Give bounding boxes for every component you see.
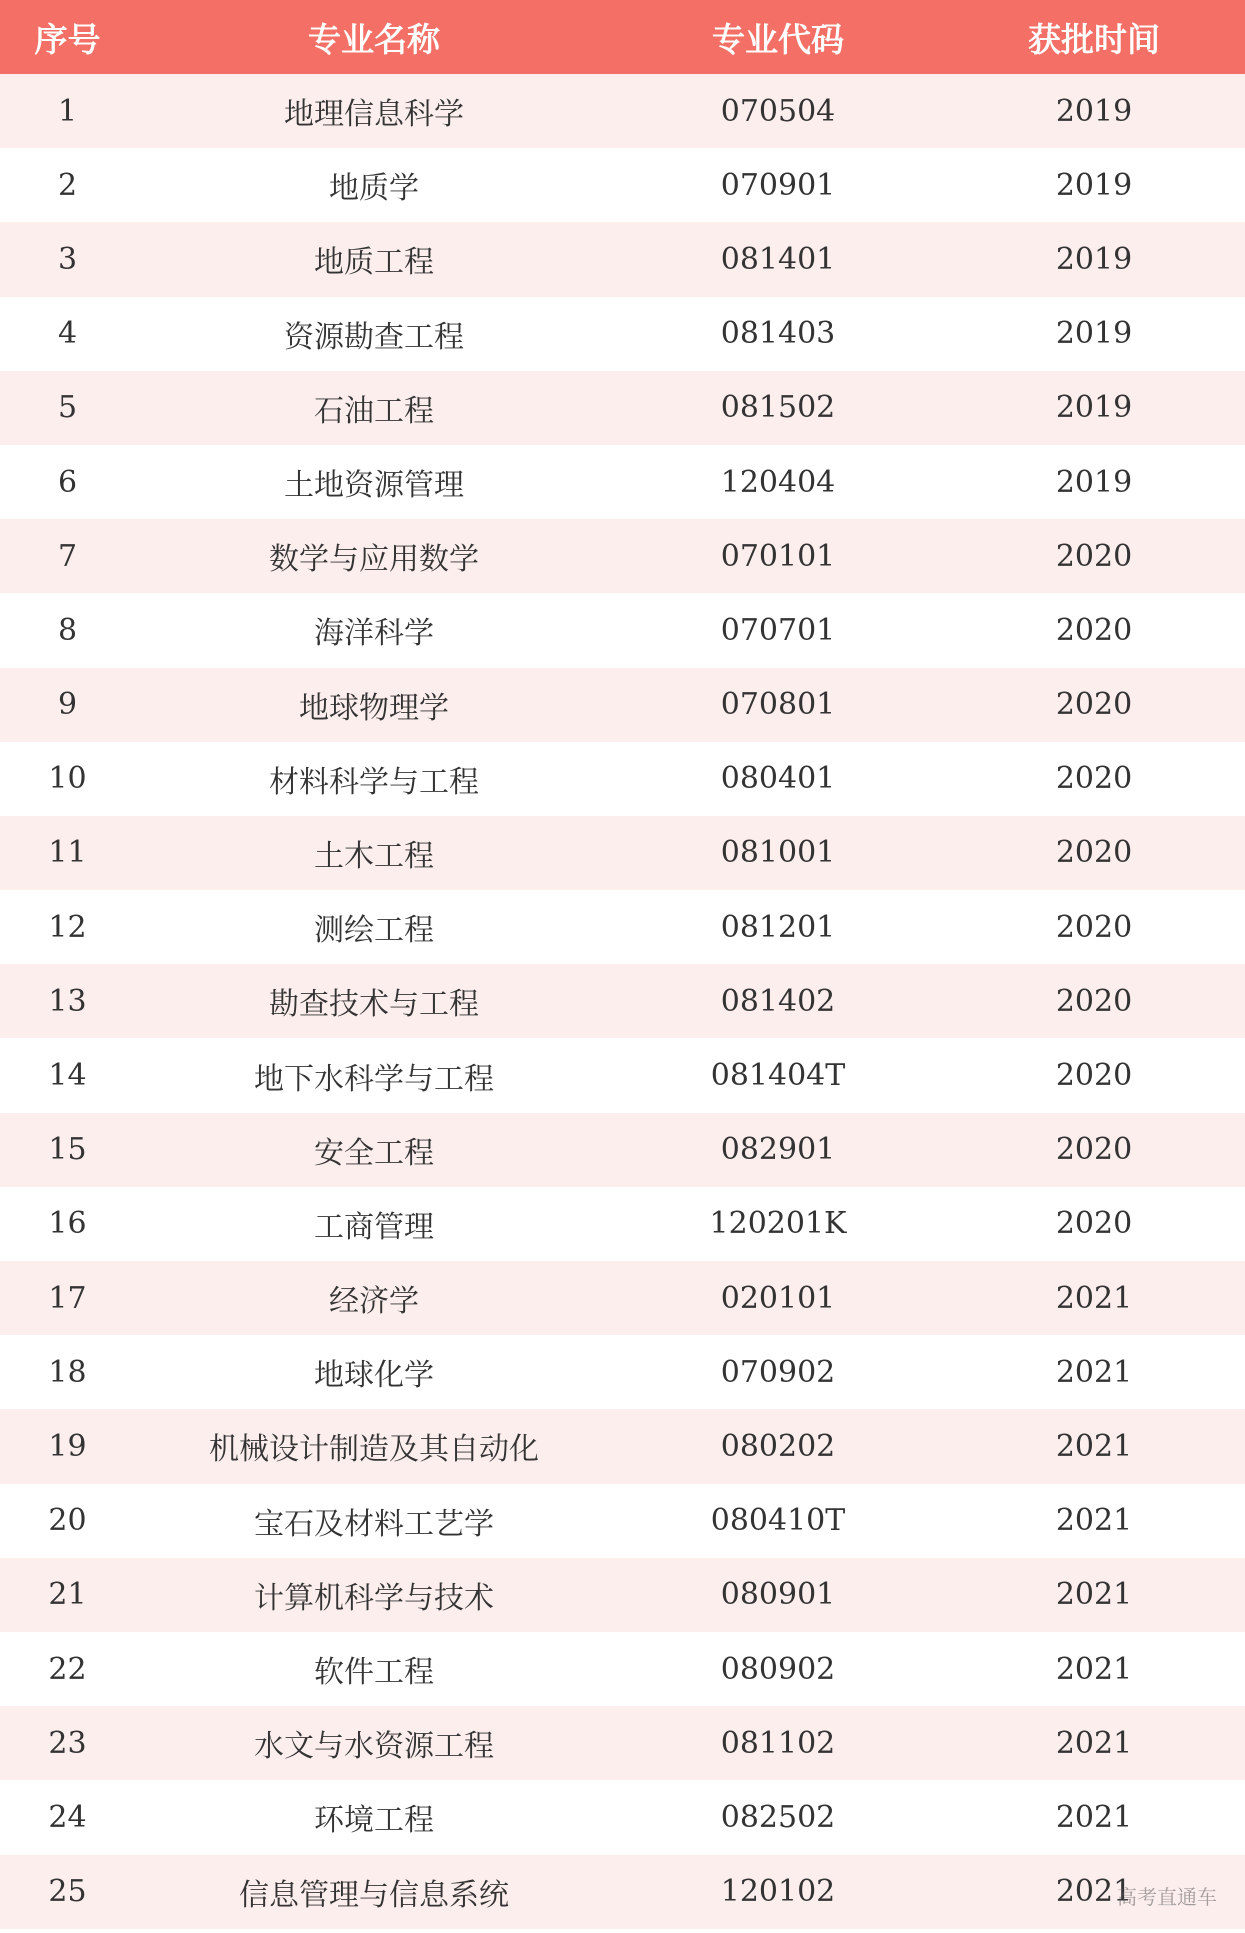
cell-year: 2019 — [1055, 464, 1133, 500]
cell-code: 070901 — [720, 167, 836, 203]
cell-name: 计算机科学与技术 — [254, 1580, 494, 1616]
cell-index: 8 — [57, 612, 78, 648]
cell-code: 070701 — [720, 612, 836, 648]
cell-code: 081001 — [720, 835, 836, 871]
table-row — [0, 668, 1245, 742]
watermark: 高考直通车 — [1117, 1885, 1217, 1909]
header-index: 序号 — [34, 19, 101, 59]
cell-year: 2020 — [1055, 1132, 1133, 1168]
cell-index: 3 — [57, 241, 78, 277]
cell-index: 14 — [48, 1058, 87, 1094]
cell-name: 勘查技术与工程 — [269, 987, 479, 1023]
cell-code: 082502 — [720, 1799, 836, 1835]
table-row — [0, 74, 1245, 148]
cell-index: 9 — [57, 687, 78, 723]
cell-code: 080202 — [720, 1428, 836, 1464]
cell-name: 地质学 — [329, 171, 419, 207]
cell-code: 081502 — [720, 390, 836, 426]
cell-code: 070902 — [720, 1354, 836, 1390]
cell-name: 地理信息科学 — [284, 97, 464, 133]
cell-name: 宝石及材料工艺学 — [254, 1506, 494, 1542]
cell-year: 2021 — [1055, 1577, 1133, 1613]
cell-name: 材料科学与工程 — [269, 764, 479, 800]
cell-code: 081401 — [720, 241, 836, 277]
table-row — [0, 1261, 1245, 1335]
table-row — [0, 1484, 1245, 1558]
table-row — [0, 1038, 1245, 1112]
cell-year: 2020 — [1055, 612, 1133, 648]
cell-name: 土地资源管理 — [284, 468, 464, 504]
cell-year: 2020 — [1055, 983, 1133, 1019]
header-year: 获批时间 — [1028, 19, 1160, 59]
cell-name: 资源勘查工程 — [284, 319, 464, 355]
cell-code: 070101 — [720, 538, 836, 574]
cell-year: 2020 — [1055, 761, 1133, 797]
cell-year: 2019 — [1055, 241, 1133, 277]
table-row — [0, 1780, 1245, 1854]
cell-name: 软件工程 — [314, 1655, 434, 1691]
cell-code: 080901 — [720, 1577, 836, 1613]
cell-year: 2019 — [1055, 390, 1133, 426]
cell-code: 080902 — [720, 1651, 836, 1687]
table-row — [0, 890, 1245, 964]
cell-name: 地下水科学与工程 — [254, 1061, 494, 1097]
table-row — [0, 222, 1245, 296]
cell-year: 2020 — [1055, 909, 1133, 945]
cell-name: 工商管理 — [314, 1209, 434, 1245]
table-row — [0, 1706, 1245, 1780]
cell-code: 120201K — [709, 1206, 847, 1242]
cell-index: 10 — [48, 761, 87, 797]
cell-code: 080410T — [710, 1503, 846, 1539]
table-row — [0, 1187, 1245, 1261]
cell-index: 24 — [48, 1799, 87, 1835]
cell-year: 2021 — [1055, 1280, 1133, 1316]
table-row — [0, 519, 1245, 593]
cell-year: 2021 — [1055, 1874, 1133, 1910]
cell-year: 2019 — [1055, 93, 1133, 129]
cell-index: 7 — [57, 538, 78, 574]
cell-index: 16 — [48, 1206, 87, 1242]
table-row — [0, 1558, 1245, 1632]
cell-year: 2019 — [1055, 316, 1133, 352]
table-row — [0, 371, 1245, 445]
cell-index: 4 — [57, 316, 78, 352]
table-row — [0, 1632, 1245, 1706]
table-row — [0, 593, 1245, 667]
table-row — [0, 148, 1245, 222]
cell-index: 15 — [48, 1132, 87, 1168]
cell-name: 海洋科学 — [314, 616, 434, 652]
cell-name: 地球化学 — [314, 1358, 434, 1394]
table-body — [0, 74, 1245, 1929]
cell-year: 2021 — [1055, 1651, 1133, 1687]
table-row — [0, 1113, 1245, 1187]
cell-code: 081102 — [720, 1725, 836, 1761]
cell-index: 5 — [57, 390, 78, 426]
cell-code: 070801 — [720, 687, 836, 723]
cell-name: 经济学 — [329, 1284, 419, 1320]
cell-code: 120404 — [720, 464, 836, 500]
cell-year: 2021 — [1055, 1725, 1133, 1761]
cell-index: 6 — [57, 464, 78, 500]
cell-code: 081201 — [720, 909, 836, 945]
cell-index: 19 — [48, 1428, 87, 1464]
cell-year: 2020 — [1055, 538, 1133, 574]
cell-code: 082901 — [720, 1132, 836, 1168]
cell-name: 数学与应用数学 — [269, 542, 479, 578]
cell-name: 测绘工程 — [314, 913, 434, 949]
cell-index: 18 — [48, 1354, 87, 1390]
cell-year: 2020 — [1055, 835, 1133, 871]
cell-year: 2021 — [1055, 1354, 1133, 1390]
cell-code: 081402 — [720, 983, 836, 1019]
cell-name: 土木工程 — [314, 838, 434, 874]
table-header — [0, 0, 1245, 74]
cell-index: 11 — [48, 835, 87, 871]
cell-year: 2020 — [1055, 687, 1133, 723]
cell-name: 水文与水资源工程 — [254, 1729, 494, 1765]
cell-name: 环境工程 — [314, 1803, 434, 1839]
cell-name: 地质工程 — [314, 245, 434, 281]
header-code: 专业代码 — [712, 19, 844, 59]
table-row — [0, 297, 1245, 371]
cell-index: 20 — [48, 1503, 87, 1539]
cell-year: 2021 — [1055, 1799, 1133, 1835]
cell-year: 2021 — [1055, 1503, 1133, 1539]
table-row — [0, 1335, 1245, 1409]
table-row — [0, 1855, 1245, 1929]
cell-code: 020101 — [720, 1280, 836, 1316]
cell-index: 1 — [57, 93, 78, 129]
cell-year: 2020 — [1055, 1206, 1133, 1242]
cell-year: 2020 — [1055, 1058, 1133, 1094]
table-row — [0, 964, 1245, 1038]
cell-name: 信息管理与信息系统 — [239, 1877, 509, 1913]
cell-code: 081404T — [710, 1058, 846, 1094]
cell-name: 地球物理学 — [299, 690, 449, 726]
table-row — [0, 1409, 1245, 1483]
cell-code: 081403 — [720, 316, 836, 352]
cell-index: 17 — [48, 1280, 87, 1316]
cell-name: 安全工程 — [314, 1135, 434, 1171]
table-row — [0, 742, 1245, 816]
cell-code: 080401 — [720, 761, 836, 797]
cell-index: 13 — [48, 983, 87, 1019]
cell-code: 120102 — [720, 1874, 836, 1910]
cell-code: 070504 — [720, 93, 836, 129]
cell-index: 23 — [48, 1725, 87, 1761]
cell-year: 2019 — [1055, 167, 1133, 203]
cell-index: 25 — [48, 1874, 87, 1910]
header-name: 专业名称 — [308, 19, 440, 59]
cell-index: 22 — [48, 1651, 87, 1687]
cell-index: 21 — [48, 1577, 87, 1613]
table-row — [0, 816, 1245, 890]
cell-name: 石油工程 — [314, 393, 434, 429]
table-row — [0, 445, 1245, 519]
cell-year: 2021 — [1055, 1428, 1133, 1464]
cell-index: 2 — [57, 167, 78, 203]
cell-name: 机械设计制造及其自动化 — [209, 1432, 539, 1468]
cell-index: 12 — [48, 909, 87, 945]
